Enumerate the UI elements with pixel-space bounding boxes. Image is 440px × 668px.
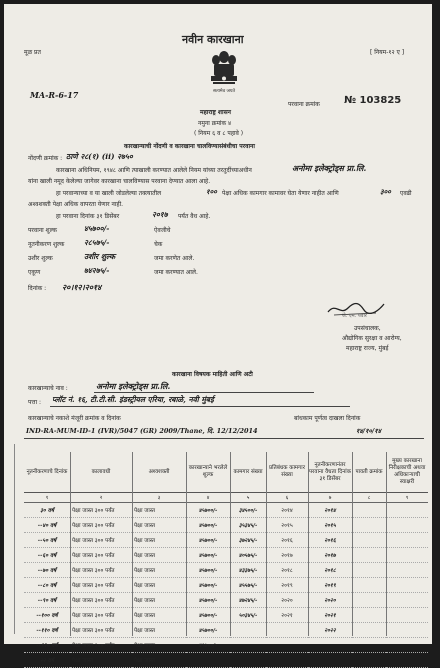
table-cell [266,623,308,638]
fee-value-4: ७४२७५/- [84,266,110,275]
table-cell: पेक्षा जास्त ३०० पर्यंत [70,518,132,533]
table-cell: पेक्षा जास्त [132,563,186,578]
signatory-office-3: महाराष्ट्र राज्य, मुंबई [346,345,389,352]
table-cell [352,593,386,608]
fee-label-3: उशीर शुल्क [28,255,53,262]
table-cell: पेक्षा जास्त [70,653,132,668]
table-row [24,608,428,623]
column-number: ३ [132,493,186,503]
signatory-office-1: उपसंचालक, [354,325,381,332]
table-cell [352,608,386,623]
table-cell: २०२१ [308,608,352,623]
table-cell: पेक्षा जास्त [132,638,186,653]
table-cell: पेक्षा जास्त [132,608,186,623]
table-cell [266,653,308,668]
column-number-row [24,493,428,503]
table-cell [386,503,428,518]
intro-paragraph-3: अश्वशक्ती पेक्षा अधिक वापरता येणार नाही. [28,201,124,208]
table-cell: ४५७००/- [186,563,230,578]
table-cell: --६० वर्ष [24,548,70,563]
table-cell [352,578,386,593]
table-cell [230,638,266,653]
table-cell: २०२० [308,593,352,608]
completion-date-label: बांधकाम पूर्णत्व दाखला दिनांक [294,415,361,422]
table-cell: पेक्षा जास्त [132,518,186,533]
fee-value-3: उशीर शुल्क [84,252,116,261]
table-cell [230,623,266,638]
table-row [24,563,428,578]
table-row [24,533,428,548]
signatory-office-2: औद्योगिक सुरक्षा व आरोग्य, [342,335,402,342]
table-cell [352,638,386,653]
table-header-row [24,452,428,493]
table-cell: ४७२४५/- [230,593,266,608]
table-cell [386,518,428,533]
table-cell: ३० वर्ष [24,503,70,518]
table-cell [352,623,386,638]
factory-name-value: अनोमा इलेक्ट्रोड्स प्रा.लि. [96,381,171,391]
table-cell: पेक्षा जास्त ३०० पर्यंत [70,548,132,563]
fee-note-4: जमा करण्यात आले. [154,269,198,276]
document-title: नवीन कारखाना [182,33,244,46]
column-header: कालावधी [70,452,132,493]
fee-note-2: चेक [154,241,163,248]
table-cell: ३५३४५/- [230,518,266,533]
renewal-table [24,452,428,668]
table-cell [386,533,428,548]
column-number: १ [24,493,70,503]
table-cell: --९० वर्ष [24,593,70,608]
column-number: ८ [352,493,386,503]
table-cell: ४०५७५/- [230,548,266,563]
table-cell: --१०० वर्ष [24,608,70,623]
validity-year-handwritten: २०१७ [152,210,168,219]
table-cell: २०१५ [308,518,352,533]
registration-number: ठाणे २८(१) (ii) २७५० [66,152,133,161]
registration-label: नोंदणी क्रमांक : [28,155,63,162]
table-cell [352,533,386,548]
section-heading: कारखान्याची नोंदणी व कारखाना चालविण्यासंबंधीचा परवाना [124,143,255,150]
original-copy-label: मूळ प्रत [24,49,41,56]
table-cell: पेक्षा जास्त [132,533,186,548]
intro-paragraph-1: कारखाना अधिनियम, १९४८ आणि त्याखाली करण्यात आलेले नियम यांच्या तरतुदींच्याअधीन [56,167,252,174]
table-cell [186,653,230,668]
table-cell: ४५७००/- [186,518,230,533]
plan-approval-label: कारखान्याचे नकाशे मंजूरी क्रमांक व दिनांक [28,415,121,422]
table-cell: --८० वर्ष [24,578,70,593]
table-cell: --४० वर्ष [24,518,70,533]
table-cell: पेक्षा जास्त ३०० पर्यंत [70,623,132,638]
government-name: महाराष्ट्र शासन [200,109,231,116]
table-cell [386,593,428,608]
table-cell: २०२२ [308,623,352,638]
table-cell: २०१८ [266,563,308,578]
table-cell: ४५७००/- [186,548,230,563]
table-cell: २०१९ [266,578,308,593]
table-cell: ४५७००/- [186,608,230,623]
table-cell [308,653,352,668]
licence-document [4,4,432,664]
licence-number-label: परवाना क्रमांक [288,101,320,108]
factory-name-label: कारखान्याचे नाव : [28,385,68,392]
column-header: कारखान्याने भरलेले शुल्क [186,452,230,493]
column-number: ४ [186,493,230,503]
table-cell [266,638,308,653]
rule-reference: ( नियम ६ व ८ पहावे ) [194,130,244,137]
table-cell: पेक्षा जास्त ३०० पर्यंत [70,593,132,608]
fee-note-1: ऐवजीचे [154,227,171,234]
table-cell: २०२० [266,593,308,608]
table-cell: --१२० वर्ष [24,638,70,653]
table-row [24,638,428,653]
horsepower-limit-handwritten: ३०० [380,187,391,196]
column-number: ९ [386,493,428,503]
table-cell: पेक्षा जास्त ३०० पर्यंत [70,533,132,548]
column-header: कामगार संख्या [230,452,266,493]
table-cell [386,653,428,668]
table-cell: ३४५००/- [230,503,266,518]
intro-paragraph-2c: एवढी [400,190,412,197]
table-cell [352,518,386,533]
issue-date: २०।१२।२०१४ [62,282,102,292]
column-header: पावती क्रमांक [352,452,386,493]
fee-note-3: जमा करणेत आले. [154,255,195,262]
table-cell [352,563,386,578]
intro-paragraph-2b: पेक्षा अधिक कामगार कामावर घेता येणार नाहीत आणि [222,190,339,197]
table-cell: --७० वर्ष [24,563,70,578]
fee-value-2: २८५७५/- [84,238,110,247]
fee-label-2: नूतनीकरण शुल्क [28,241,65,248]
table-row [24,653,428,668]
table-cell: पेक्षा जास्त ३०० पर्यंत [70,638,132,653]
date-label: दिनांक : [28,285,47,292]
column-header: अश्वशक्ती [132,452,186,493]
table-cell: २२ वर्ष [24,653,70,668]
form-id: [ नियम-१२ ए ] [370,49,405,56]
table-cell [352,653,386,668]
table-cell: ३७२४५/- [230,533,266,548]
fee-label-4: एकूण [28,269,41,276]
completion-date-value: १४/१०/१४ [356,427,382,435]
form-name: नमुना क्रमांक ४ [198,120,232,127]
table-cell [230,653,266,668]
table-row [24,623,428,638]
table-cell [308,638,352,653]
factory-address-label: पत्ता : [28,399,42,406]
table-cell: पेक्षा जास्त [132,578,186,593]
table-cell: ४५५७५/- [230,578,266,593]
intro-paragraph-1b: यांना खाली नमूद केलेल्या जागेवर कारखाना चालविण्यास परवाना देण्यात आला आहे. [28,178,211,185]
table-cell: २०१८ [308,563,352,578]
validity-text: हा परवाना दिनांक ३१ डिसेंबर [56,213,120,220]
table-cell: २०१६ [266,533,308,548]
fee-value-1: ४५७००/- [84,224,110,233]
column-header: मुख्य कारखाना निरीक्षकाची अथवा अधिकाऱ्याची स्वाक्षरी [386,452,428,493]
worker-limit-handwritten: १०० [206,187,217,196]
column-header: नूतनीकरणानंतर परवाना वैधता दिनांक ३१ डिसेंबर [308,452,352,493]
table-cell [352,503,386,518]
table-cell: २०१६ [308,533,352,548]
intro-paragraph-2: हा परवान्याच्या व या खाली जोडलेल्या तक्त्यातील [56,190,162,197]
table-cell: २०१९ [308,578,352,593]
company-name-handwritten: अनोमा इलेक्ट्रोड्स प्रा.लि. [292,163,367,173]
table-row [24,593,428,608]
table-cell: पेक्षा जास्त [132,593,186,608]
table-cell: २०१४ [308,503,352,518]
factory-address-value: प्लॉट नं. १६, टी.टी.सी. इंडस्ट्रीयल एरिया, रबाळे, नवी मुंबई [52,395,214,404]
column-header: प्रतिबंधक कामगार संख्या [266,452,308,493]
table-cell: ४५७००/- [186,533,230,548]
table-cell: पेक्षा जास्त ३०० पर्यंत [70,608,132,623]
plan-approval-value: IND-RA-MUM-ID-1 (IVR)/5047 (GR) 2009/Thane, दि. 12/12/2014 [26,427,258,435]
table-cell: २०१७ [308,548,352,563]
table-cell [386,548,428,563]
column-number: ५ [230,493,266,503]
licence-number: № 103825 [344,95,402,106]
table-cell: ४३३७५/- [230,563,266,578]
table-cell: --११० वर्ष [24,623,70,638]
table-cell [352,548,386,563]
svg-text:सत्यमेव जयते: सत्यमेव जयते [212,89,236,94]
handwritten-reference: MA-R-6-17 [30,90,79,100]
table-row [24,578,428,593]
table-cell [386,608,428,623]
table-cell: पेक्षा जास्त [132,548,186,563]
table-cell: २०१४ [266,503,308,518]
table-cell: ५०३४५/- [230,608,266,623]
signatory-name: जे. एम. पवार [342,313,367,319]
table-cell [386,578,428,593]
table-cell: ४५७००/- [186,503,230,518]
table-cell: २०१५ [266,518,308,533]
table-cell: --५० वर्ष [24,533,70,548]
table-cell: ४५७००/- [186,638,230,653]
fee-label-1: परवाना शुल्क [28,227,57,234]
table-cell: २०१७ [266,548,308,563]
column-header: नूतनीकरणाचे दिनांक [24,452,70,493]
column-number: २ [70,493,132,503]
table-cell: पेक्षा जास्त [132,653,186,668]
details-heading: कारखाना विषयक माहिती आणि अटी [172,371,253,378]
validity-text-end: पर्यंत वैध आहे. [178,213,211,220]
table-cell [386,563,428,578]
table-cell: २०२१ [266,608,308,623]
table-cell: पेक्षा जास्त ३०० पर्यंत [70,563,132,578]
table-row [24,518,428,533]
table-cell: पेक्षा जास्त [132,623,186,638]
table-row [24,548,428,563]
table-cell: पेक्षा जास्त ३०० पर्यंत [70,503,132,518]
state-emblem [206,48,242,98]
column-number: ६ [266,493,308,503]
table-cell [386,638,428,653]
table-row [24,503,428,518]
table-cell [386,623,428,638]
table-cell: पेक्षा जास्त ३०० पर्यंत [70,578,132,593]
table-cell: ४५७००/- [186,623,230,638]
table-cell: ४५७००/- [186,593,230,608]
table-cell: ४५७००/- [186,578,230,593]
column-number: ७ [308,493,352,503]
table-cell: पेक्षा जास्त [132,503,186,518]
